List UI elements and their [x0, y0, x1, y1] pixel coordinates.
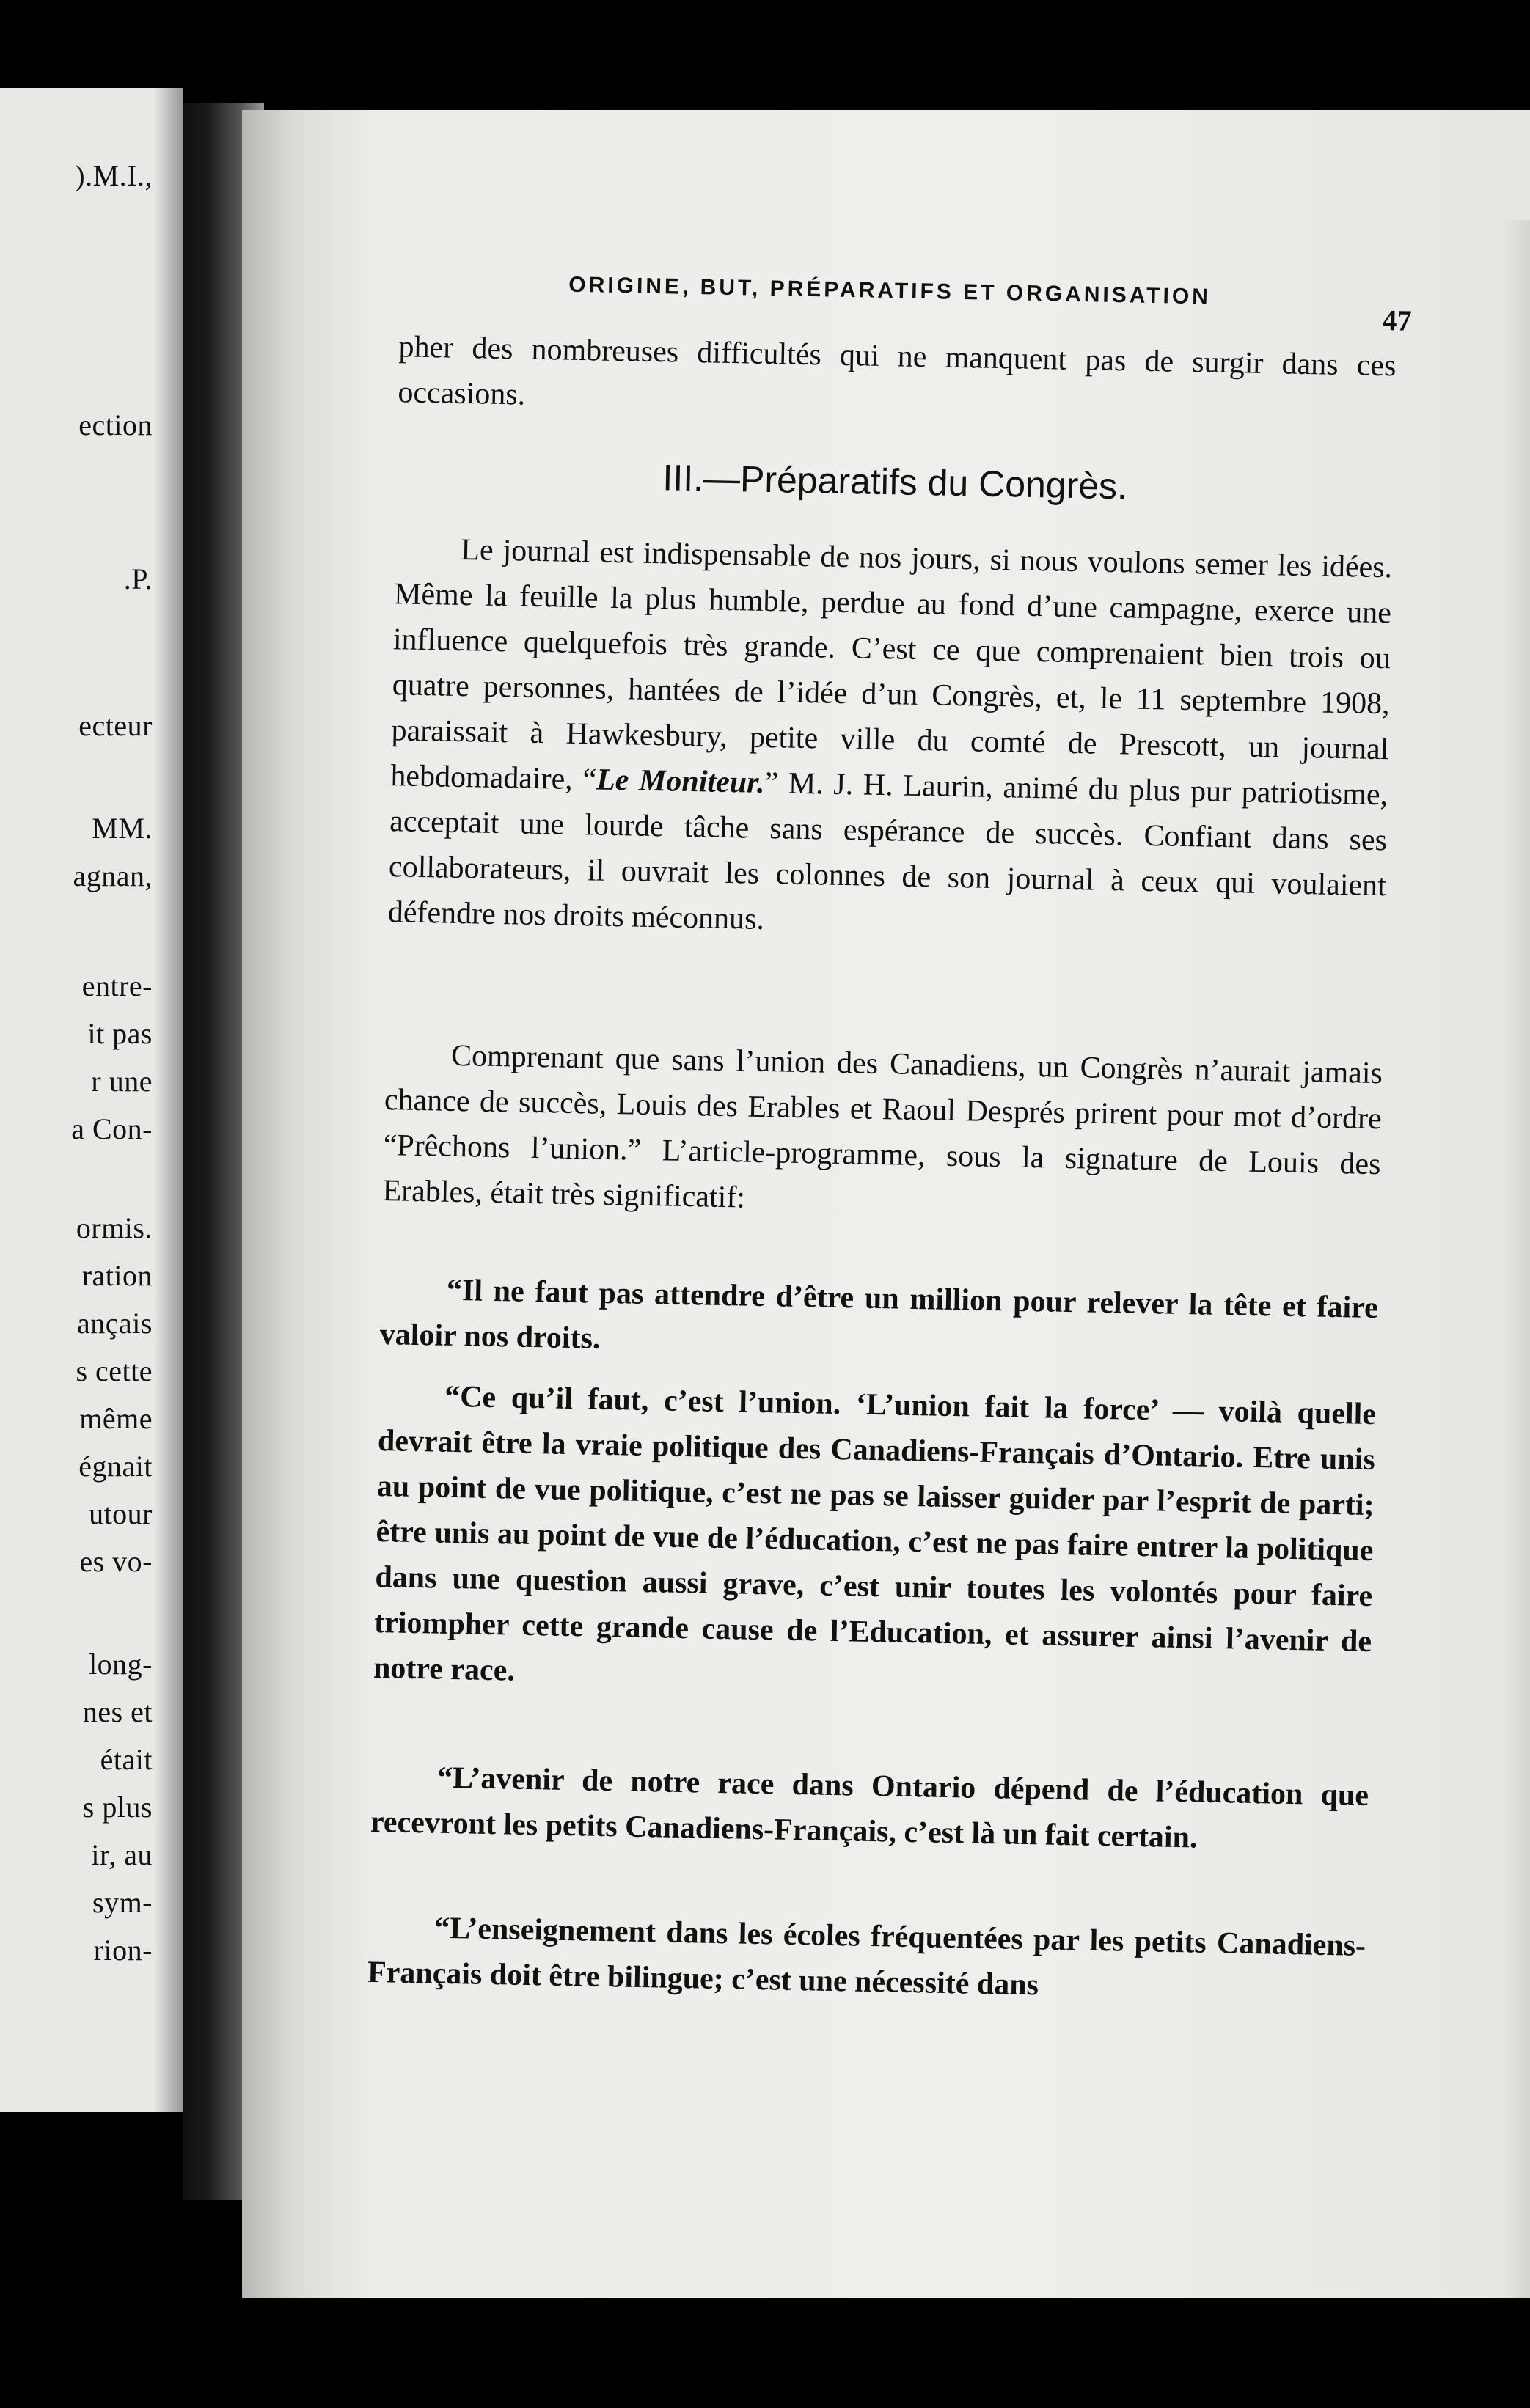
facing-page-line: était	[100, 1743, 153, 1776]
facing-page-line: ormis.	[76, 1211, 153, 1244]
carryover-paragraph: pher des nombreuses difficultés qui ne manquent pas de surgir dans ces occasions.	[398, 330, 1397, 412]
facing-page-line: agnan,	[73, 859, 153, 892]
facing-page-line: long-	[89, 1648, 153, 1681]
quote-union-force: “Ce qu’il faut, c’est l’union. ‘L’union fait la force’ — voilà quelle devrait être la vraie politique des Canadiens-Français d’Ontario. Etre unis au point de vue politique, c’est ne pas se laisser guider par l’esprit de parti; être unis au point de vue de l’éducation, c’est ne pas faire entrer la politique dans une question aussi grave, c’est unir toutes les volontés pour faire triompher cette grande cause de l’Education, et assurer ainsi l’avenir de notre race.	[373, 1379, 1377, 1688]
page-number: 47	[1382, 304, 1413, 337]
running-head: ORIGINE, BUT, PRÉPARATIFS ET ORGANISATION	[568, 272, 1212, 309]
scan-top-border	[0, 0, 1530, 110]
page-curl-shadow	[154, 88, 183, 2112]
facing-page-line: entre-	[81, 969, 153, 1002]
facing-page-line: même	[79, 1402, 153, 1435]
facing-page-line: r une	[91, 1065, 153, 1098]
quote-education: “L’avenir de notre race dans Ontario dépend de l’éducation que recevront les petits Canadiens-Français, c’est là un fait certain.	[370, 1761, 1369, 1855]
section-heading: III.—Préparatifs du Congrès.	[662, 457, 1128, 507]
facing-page-line: .P.	[123, 562, 153, 595]
facing-page-line: it pas	[87, 1017, 153, 1050]
facing-page-line: a Con-	[71, 1112, 153, 1145]
facing-page-line: ration	[81, 1259, 153, 1292]
facing-page-line: ection	[78, 408, 153, 441]
paragraph-journal: Le journal est indispensable de nos jours, si nous voulons semer les idées. Même la feuille la plus humble, perdue au fond d’une campagne, exerce une influence quelquefois très grande. C’est ce que comprenaient bien trois ou quatre personnes, hantées de l’idée d’un Congrès, et, le 11 septembre 1908, paraissait à Hawkesbury, petite ville du comté de Prescott, un journal hebdomadaire, “Le Moniteur.” M. J. H. Laurin, animé du plus pur patriotisme, acceptait une lourde tâche sans espérance de succès. Confiant dans ses collaborateurs, il ouvrait les colonnes de son journal à ceux qui voulaient défendre nos droits méconnus.	[387, 532, 1393, 936]
facing-page-line: s plus	[82, 1791, 153, 1824]
facing-page-line: s cette	[76, 1354, 153, 1387]
quote-bilingual: “L’enseignement dans les écoles fréquentées par les petits Canadiens-Français doit être bilingue; c’est une nécessité dans	[367, 1911, 1366, 2003]
page-content	[259, 99, 1474, 2309]
facing-page-line: rion-	[93, 1934, 153, 1967]
page-edge-shading	[1501, 220, 1530, 2408]
facing-page-line: ir, au	[91, 1838, 153, 1871]
newspaper-title: Le Moniteur.	[596, 763, 766, 800]
facing-page-line: utour	[89, 1497, 153, 1530]
quote-million: “Il ne faut pas attendre d’être un million pour relever la tête et faire valoir nos droits.	[379, 1273, 1379, 1356]
facing-page-line: MM.	[92, 812, 153, 845]
facing-page-fragment	[0, 88, 183, 2112]
paragraph-union: Comprenant que sans l’union des Canadiens, un Congrès n’aurait jamais chance de succès, Louis des Erables et Raoul Després prirent pour mot d’ordre “Prêchons l’union.” L’article-programme, sous la signature de Louis des Erables, était très significatif:	[382, 1038, 1383, 1215]
facing-page-line: ançais	[77, 1307, 153, 1340]
main-page	[242, 110, 1530, 2298]
facing-page-line: es vo-	[79, 1545, 153, 1578]
facing-page-line: ecteur	[78, 709, 153, 742]
facing-page-line: égnait	[78, 1450, 153, 1483]
facing-page-line: ).M.I.,	[75, 159, 153, 192]
facing-page-line: nes et	[82, 1695, 153, 1728]
facing-page-line: sym-	[92, 1886, 153, 1919]
